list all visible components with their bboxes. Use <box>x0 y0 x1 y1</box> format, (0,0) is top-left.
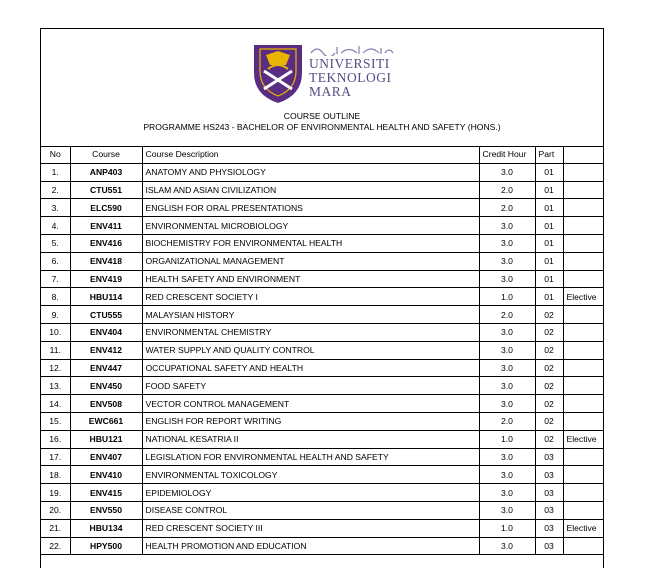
cell-part: 02 <box>535 323 563 341</box>
cell-part: 03 <box>535 466 563 484</box>
table-row <box>41 412 604 430</box>
table-header-row <box>41 146 604 163</box>
cell-part: 03 <box>535 484 563 502</box>
university-line1: UNIVERSITI <box>309 56 390 71</box>
cell-part: 02 <box>535 306 563 324</box>
cell-part: 03 <box>535 448 563 466</box>
cell-course: ENV418 <box>70 252 142 270</box>
cell-note <box>563 163 604 181</box>
cell-credit: 3.0 <box>479 252 535 270</box>
cell-description: DISEASE CONTROL <box>142 501 479 519</box>
cell-no: 2. <box>41 181 70 199</box>
cell-credit: 3.0 <box>479 217 535 235</box>
table-row <box>41 377 604 395</box>
cell-note <box>563 359 604 377</box>
cell-credit: 3.0 <box>479 234 535 252</box>
cell-no: 14. <box>41 395 70 413</box>
cell-part: 03 <box>535 501 563 519</box>
cell-no: 3. <box>41 199 70 217</box>
table-row <box>41 234 604 252</box>
cell-note <box>563 234 604 252</box>
cell-description: ENVIRONMENTAL CHEMISTRY <box>142 323 479 341</box>
cell-note <box>563 448 604 466</box>
cell-no: 16. <box>41 430 70 448</box>
cell-course: ENV416 <box>70 234 142 252</box>
header-credit-hour: Credit Hour <box>479 146 535 163</box>
cell-note: Elective <box>563 288 604 306</box>
university-name <box>309 57 391 99</box>
course-outline-document <box>40 28 604 568</box>
table-row <box>41 163 604 181</box>
cell-credit: 3.0 <box>479 448 535 466</box>
cell-description: BIOCHEMISTRY FOR ENVIRONMENTAL HEALTH <box>142 234 479 252</box>
cell-course: ENV550 <box>70 501 142 519</box>
cell-part: 02 <box>535 359 563 377</box>
cell-description: NATIONAL KESATRIA II <box>142 430 479 448</box>
table-row <box>41 306 604 324</box>
cell-part: 02 <box>535 377 563 395</box>
table-row <box>41 448 604 466</box>
cell-part: 01 <box>535 252 563 270</box>
cell-note <box>563 341 604 359</box>
table-row <box>41 323 604 341</box>
cell-note: Elective <box>563 430 604 448</box>
cell-no: 18. <box>41 466 70 484</box>
cell-part: 01 <box>535 234 563 252</box>
cell-description: ENGLISH FOR ORAL PRESENTATIONS <box>142 199 479 217</box>
cell-part: 02 <box>535 430 563 448</box>
cell-credit: 3.0 <box>479 163 535 181</box>
cell-credit: 3.0 <box>479 395 535 413</box>
header-description: Course Description <box>142 146 479 163</box>
cell-course: ENV411 <box>70 217 142 235</box>
cell-course: ENV412 <box>70 341 142 359</box>
cell-course: ENV447 <box>70 359 142 377</box>
cell-description: LEGISLATION FOR ENVIRONMENTAL HEALTH AND SAFETY <box>142 448 479 466</box>
cell-no: 8. <box>41 288 70 306</box>
cell-note <box>563 537 604 555</box>
cell-course: CTU551 <box>70 181 142 199</box>
cell-course: ENV404 <box>70 323 142 341</box>
table-row <box>41 199 604 217</box>
cell-no: 5. <box>41 234 70 252</box>
table-row <box>41 430 604 448</box>
cell-no: 13. <box>41 377 70 395</box>
table-row <box>41 270 604 288</box>
cell-part: 01 <box>535 288 563 306</box>
table-row <box>41 466 604 484</box>
cell-credit: 3.0 <box>479 270 535 288</box>
cell-credit: 3.0 <box>479 359 535 377</box>
cell-no: 12. <box>41 359 70 377</box>
cell-note <box>563 252 604 270</box>
cell-course: HPY500 <box>70 537 142 555</box>
document-header <box>41 29 603 147</box>
cell-no: 15. <box>41 412 70 430</box>
cell-no: 20. <box>41 501 70 519</box>
cell-note <box>563 501 604 519</box>
cell-course: EWC661 <box>70 412 142 430</box>
header-note <box>563 146 604 163</box>
cell-description: HEALTH SAFETY AND ENVIRONMENT <box>142 270 479 288</box>
cell-description: ENGLISH FOR REPORT WRITING <box>142 412 479 430</box>
table-row <box>41 359 604 377</box>
cell-description: RED CRESCENT SOCIETY III <box>142 519 479 537</box>
cell-course: ELC590 <box>70 199 142 217</box>
university-line2: TEKNOLOGI <box>309 70 392 85</box>
cell-note <box>563 306 604 324</box>
cell-no: 6. <box>41 252 70 270</box>
cell-credit: 1.0 <box>479 288 535 306</box>
cell-credit: 2.0 <box>479 306 535 324</box>
cell-description: OCCUPATIONAL SAFETY AND HEALTH <box>142 359 479 377</box>
cell-note <box>563 466 604 484</box>
cell-description: RED CRESCENT SOCIETY I <box>142 288 479 306</box>
cell-credit: 3.0 <box>479 484 535 502</box>
cell-credit: 3.0 <box>479 466 535 484</box>
cell-course: ENV450 <box>70 377 142 395</box>
cell-course: HBU134 <box>70 519 142 537</box>
cell-course: ANP403 <box>70 163 142 181</box>
table-row <box>41 252 604 270</box>
cell-credit: 2.0 <box>479 199 535 217</box>
cell-part: 03 <box>535 519 563 537</box>
cell-course: ENV407 <box>70 448 142 466</box>
cell-credit: 2.0 <box>479 412 535 430</box>
cell-description: EPIDEMIOLOGY <box>142 484 479 502</box>
cell-part: 01 <box>535 163 563 181</box>
cell-no: 17. <box>41 448 70 466</box>
table-row <box>41 537 604 555</box>
cell-description: MALAYSIAN HISTORY <box>142 306 479 324</box>
cell-no: 7. <box>41 270 70 288</box>
cell-part: 02 <box>535 395 563 413</box>
cell-part: 01 <box>535 270 563 288</box>
table-row <box>41 288 604 306</box>
cell-note <box>563 377 604 395</box>
cell-part: 02 <box>535 341 563 359</box>
cell-description: ORGANIZATIONAL MANAGEMENT <box>142 252 479 270</box>
cell-no: 10. <box>41 323 70 341</box>
cell-part: 01 <box>535 199 563 217</box>
cell-note <box>563 323 604 341</box>
table-row <box>41 484 604 502</box>
cell-note <box>563 395 604 413</box>
outline-title: COURSE OUTLINE <box>283 111 361 121</box>
cell-no: 21. <box>41 519 70 537</box>
cell-description: ENVIRONMENTAL MICROBIOLOGY <box>142 217 479 235</box>
cell-credit: 3.0 <box>479 537 535 555</box>
table-row <box>41 217 604 235</box>
cell-note <box>563 270 604 288</box>
cell-description: WATER SUPPLY AND QUALITY CONTROL <box>142 341 479 359</box>
cell-part: 03 <box>535 537 563 555</box>
cell-part: 02 <box>535 412 563 430</box>
header-part: Part <box>535 146 563 163</box>
university-line3: MARA <box>309 84 352 99</box>
cell-credit: 3.0 <box>479 341 535 359</box>
programme-title: PROGRAMME HS243 - BACHELOR OF ENVIRONMENTAL HEALTH AND SAFETY (HONS.) <box>143 122 501 132</box>
cell-note: Elective <box>563 519 604 537</box>
table-row <box>41 501 604 519</box>
cell-description: ISLAM AND ASIAN CIVILIZATION <box>142 181 479 199</box>
cell-no: 9. <box>41 306 70 324</box>
cell-credit: 1.0 <box>479 519 535 537</box>
cell-description: ANATOMY AND PHYSIOLOGY <box>142 163 479 181</box>
cell-credit: 1.0 <box>479 430 535 448</box>
cell-description: FOOD SAFETY <box>142 377 479 395</box>
cell-course: ENV419 <box>70 270 142 288</box>
cell-note <box>563 181 604 199</box>
cell-part: 01 <box>535 217 563 235</box>
cell-note <box>563 484 604 502</box>
table-row <box>41 395 604 413</box>
header-no: No <box>41 146 70 163</box>
cell-description: VECTOR CONTROL MANAGEMENT <box>142 395 479 413</box>
table-body <box>41 163 604 555</box>
cell-course: CTU555 <box>70 306 142 324</box>
cell-course: ENV410 <box>70 466 142 484</box>
cell-no: 4. <box>41 217 70 235</box>
table-row <box>41 519 604 537</box>
cell-course: HBU114 <box>70 288 142 306</box>
cell-no: 19. <box>41 484 70 502</box>
cell-description: HEALTH PROMOTION AND EDUCATION <box>142 537 479 555</box>
table-row <box>41 181 604 199</box>
cell-part: 01 <box>535 181 563 199</box>
cell-no: 1. <box>41 163 70 181</box>
cell-course: ENV508 <box>70 395 142 413</box>
cell-credit: 3.0 <box>479 377 535 395</box>
cell-course: HBU121 <box>70 430 142 448</box>
cell-description: ENVIRONMENTAL TOXICOLOGY <box>142 466 479 484</box>
header-course: Course <box>70 146 142 163</box>
cell-course: ENV415 <box>70 484 142 502</box>
cell-note <box>563 412 604 430</box>
cell-no: 11. <box>41 341 70 359</box>
cell-no: 22. <box>41 537 70 555</box>
cell-note <box>563 199 604 217</box>
cell-credit: 3.0 <box>479 501 535 519</box>
cell-credit: 3.0 <box>479 323 535 341</box>
cell-credit: 2.0 <box>479 181 535 199</box>
cell-note <box>563 217 604 235</box>
course-table <box>41 146 604 555</box>
table-row <box>41 341 604 359</box>
